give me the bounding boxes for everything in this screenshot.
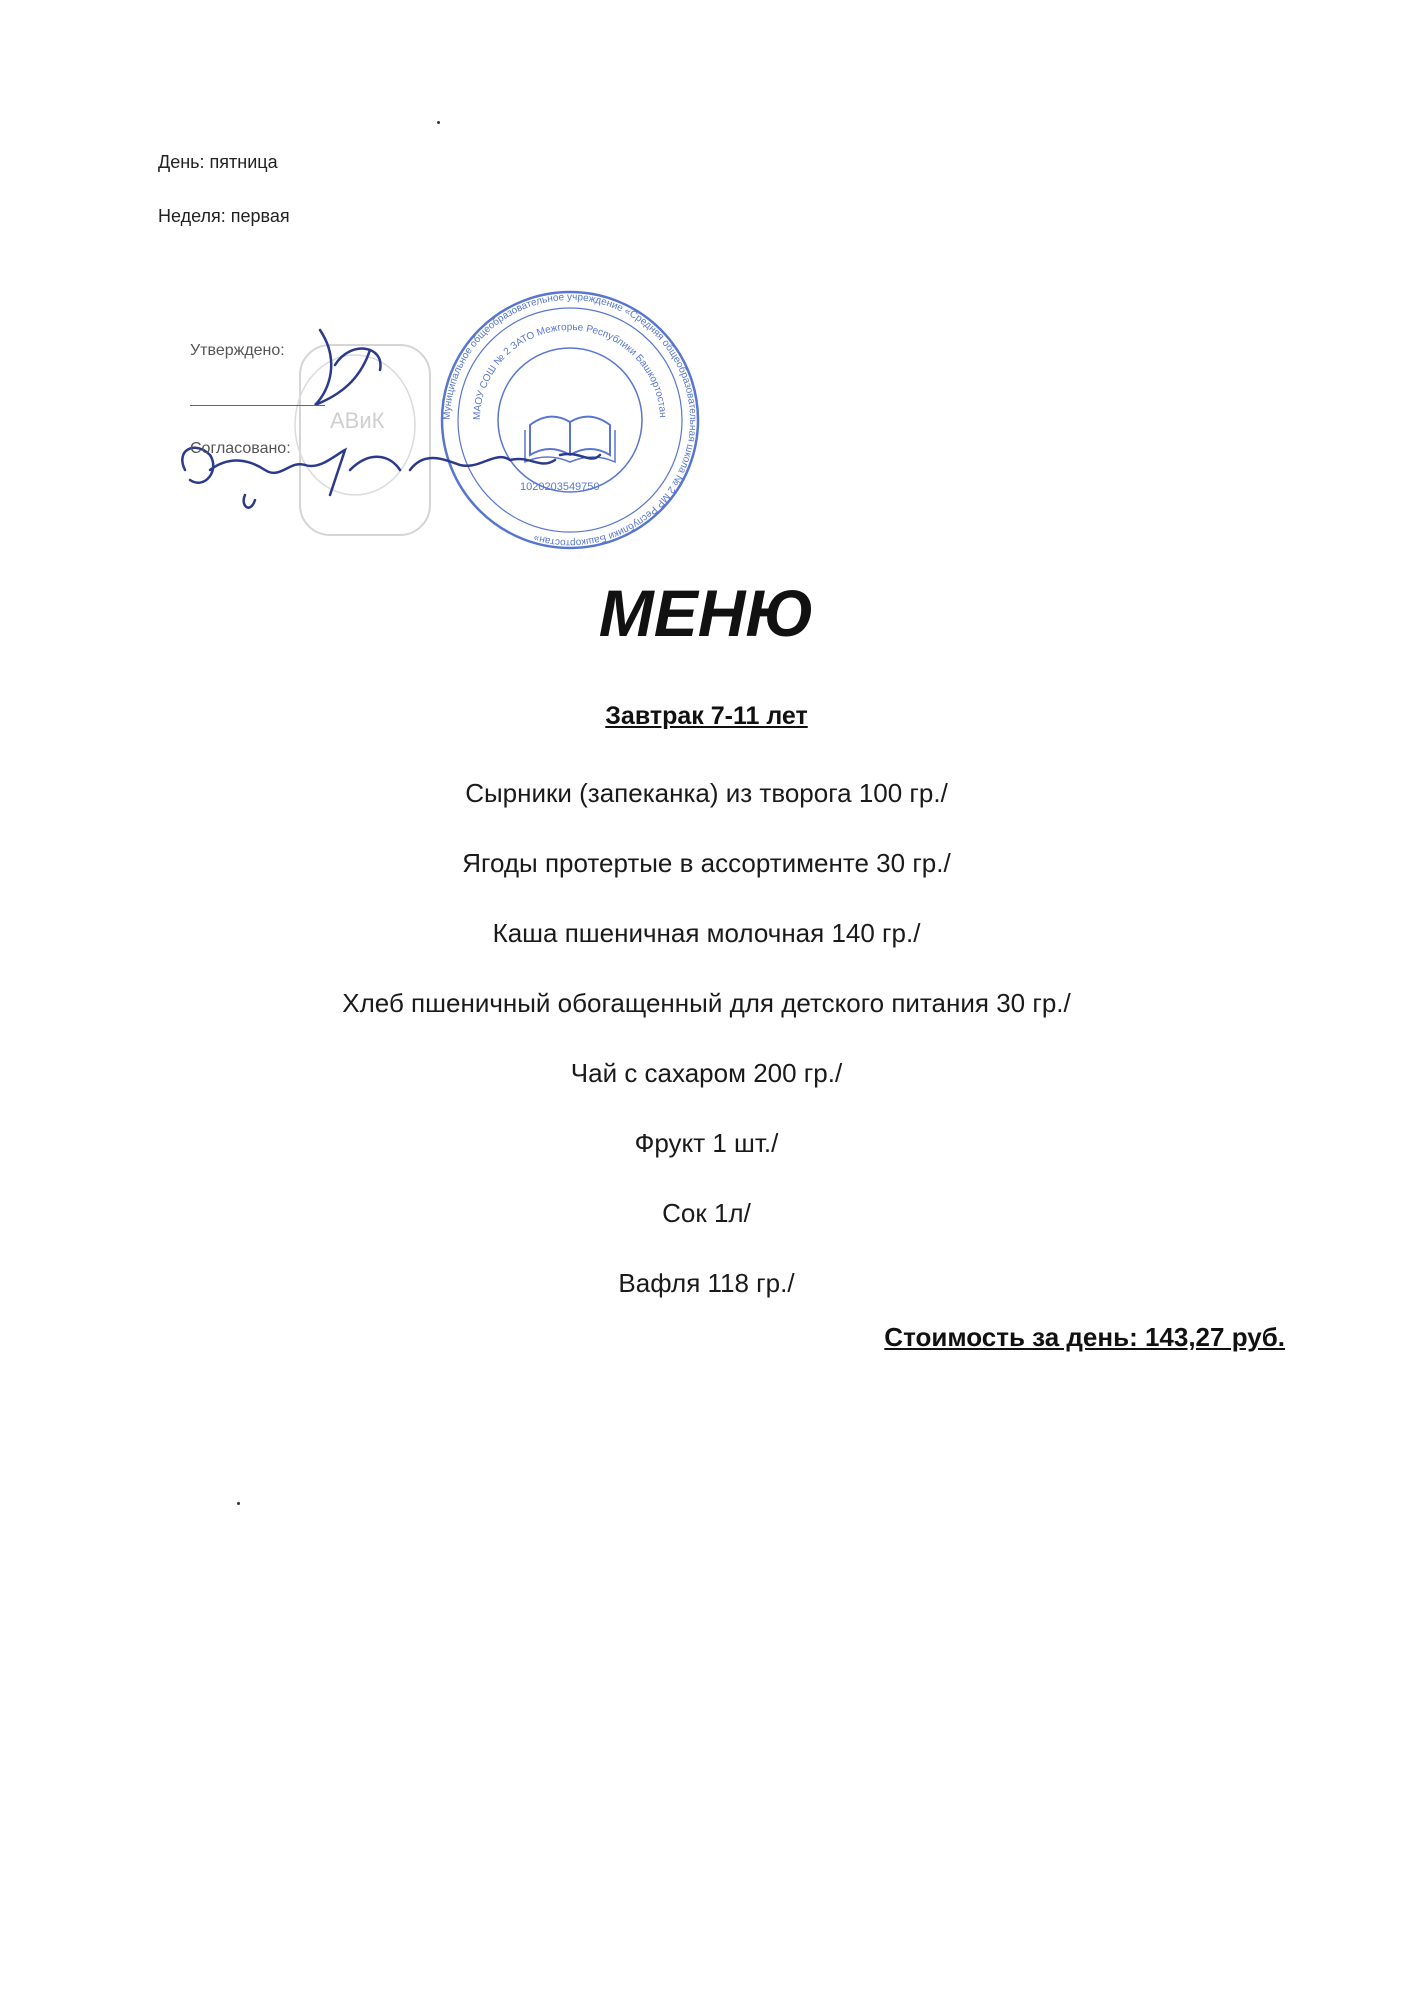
page-title: МЕНЮ bbox=[598, 576, 815, 650]
scan-speck bbox=[437, 121, 440, 124]
grey-stamp-icon bbox=[295, 345, 430, 535]
round-seal-icon bbox=[442, 292, 698, 548]
menu-item: Чай с сахаром 200 гр./ bbox=[570, 1058, 843, 1088]
seal-ring-text: Муниципальное общеобразовательное учреждение «Средняя общеобразовательная школа № 2 МР Республики Башкортостан» bbox=[441, 291, 699, 549]
menu-item: Вафля 118 гр./ bbox=[618, 1268, 795, 1298]
svg-text:АВиК: АВиК bbox=[330, 408, 385, 433]
menu-item: Фрукт 1 шт./ bbox=[634, 1128, 779, 1158]
scan-speck bbox=[237, 1502, 240, 1505]
seal-number: 1020203549750 bbox=[520, 481, 600, 493]
menu-list bbox=[0, 770, 1413, 1330]
section-heading: Завтрак 7-11 лет bbox=[605, 702, 808, 730]
seal-inner-text: МАОУ СОШ № 2 ЗАТО Межгорье Республики Башкортостан bbox=[471, 321, 669, 421]
open-book-icon bbox=[525, 417, 615, 462]
svg-text:Муниципальное общеобразователь bbox=[442, 292, 698, 548]
svg-text:МАОУ СОШ № 2 ЗАТО Межгорье Рес bbox=[472, 322, 668, 420]
approved-signature-line bbox=[190, 405, 325, 406]
week-label: Неделя: первая bbox=[158, 206, 290, 226]
daily-cost: Стоимость за день: 143,27 руб. bbox=[884, 1322, 1285, 1352]
menu-item: Хлеб пшеничный обогащенный для детского питания 30 гр./ bbox=[342, 988, 1071, 1018]
menu-item: Ягоды протертые в ассортименте 30 гр./ bbox=[462, 848, 951, 878]
day-label: День: пятница bbox=[158, 152, 278, 172]
agreed-label: Согласовано: bbox=[190, 440, 291, 457]
menu-item: Сырники (запеканка) из творога 100 гр./ bbox=[465, 778, 948, 808]
menu-item: Каша пшеничная молочная 140 гр./ bbox=[492, 918, 921, 948]
menu-item: Сок 1л/ bbox=[662, 1198, 751, 1228]
approved-label: Утверждено: bbox=[190, 342, 285, 359]
